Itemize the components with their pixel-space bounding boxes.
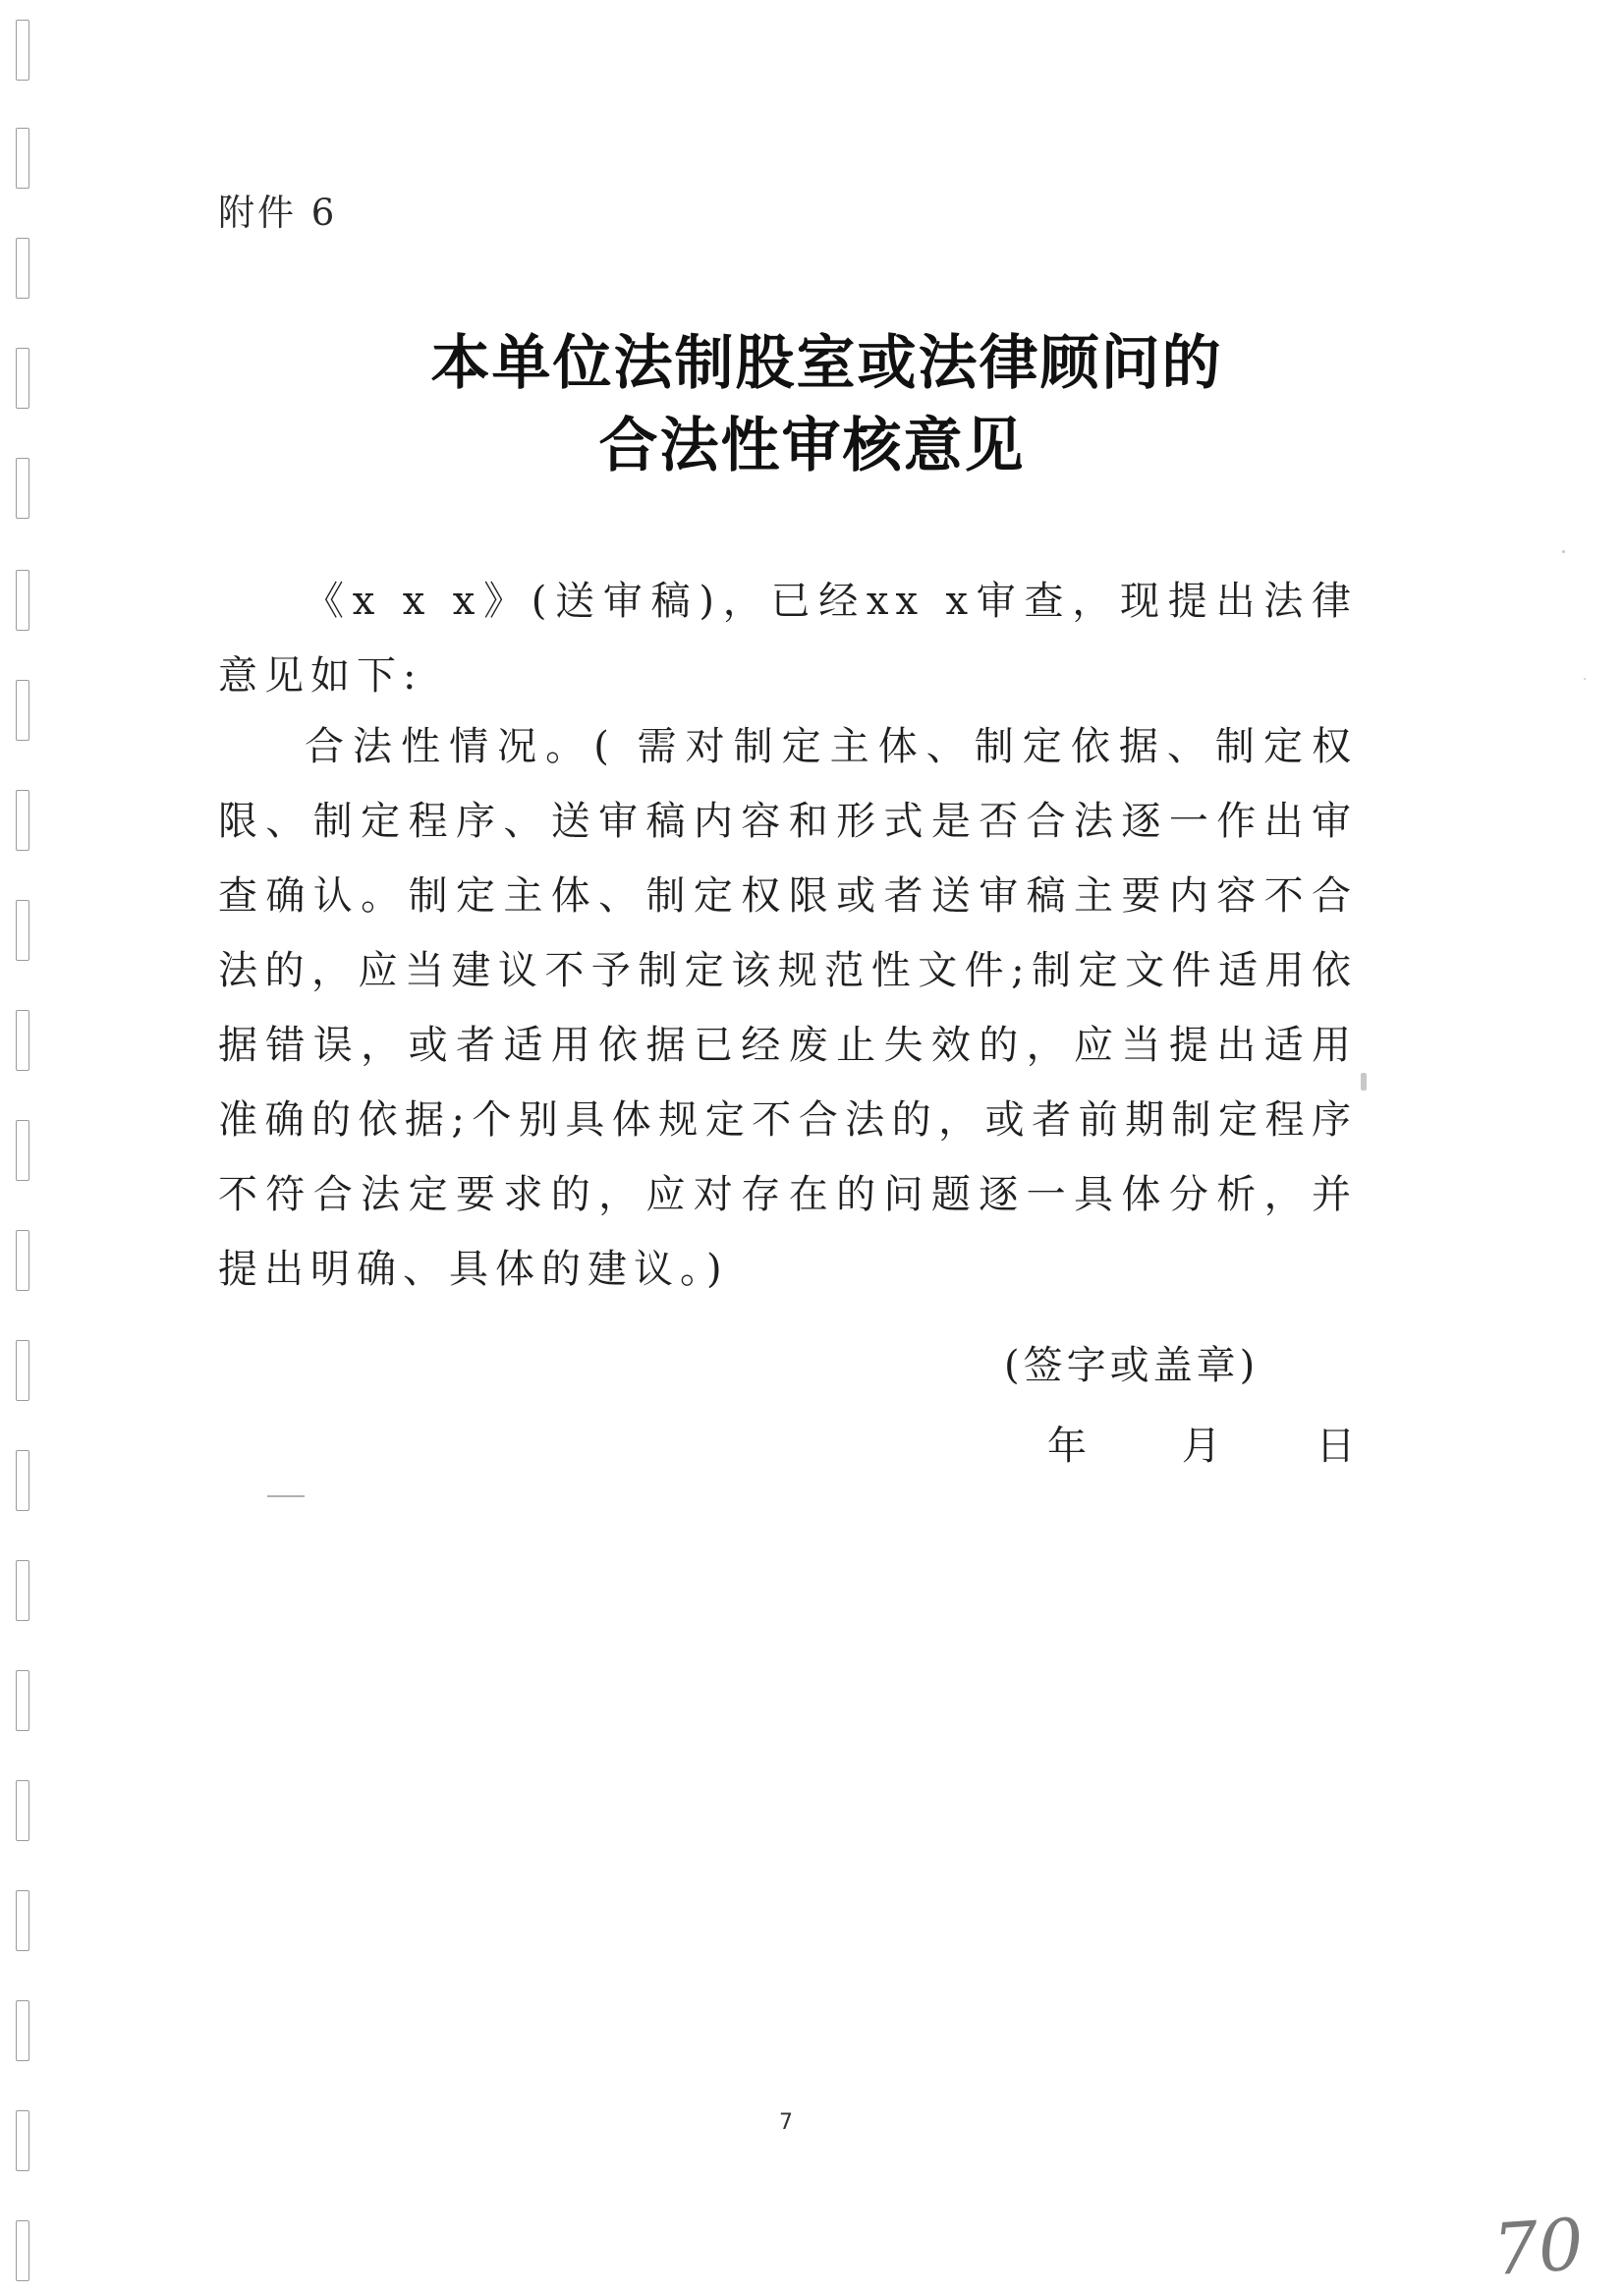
- title-line-1: 本单位法制股室或法律顾问的: [430, 329, 1223, 398]
- binding-hole: [16, 2220, 29, 2281]
- binding-hole: [16, 128, 29, 189]
- date-year: 年: [1047, 1424, 1087, 1469]
- binding-hole: [16, 1560, 29, 1621]
- binding-hole: [16, 570, 29, 631]
- binding-hole: [16, 900, 29, 961]
- signature-note: (签字或盖章): [1004, 1343, 1260, 1388]
- date-month: 月: [1181, 1424, 1221, 1469]
- binding-hole: [16, 1010, 29, 1071]
- attachment-label: 附件 6: [218, 192, 338, 234]
- binding-hole: [16, 1230, 29, 1291]
- date-day: 日: [1316, 1424, 1356, 1469]
- page-number: 7: [779, 2110, 793, 2135]
- stray-mark: [267, 1495, 305, 1497]
- document-title: [0, 322, 1624, 487]
- binding-hole: [16, 1120, 29, 1181]
- binding-hole: [16, 238, 29, 299]
- binding-hole: [16, 1780, 29, 1841]
- scan-speck: [1584, 678, 1586, 680]
- binding-hole: [16, 2000, 29, 2061]
- scan-speck: [1361, 1073, 1367, 1091]
- binding-hole: [16, 1670, 29, 1731]
- binding-hole: [16, 1450, 29, 1511]
- title-line-2: 合法性审核意见: [598, 412, 1026, 480]
- binding-hole: [16, 20, 29, 81]
- binding-hole: [16, 1890, 29, 1951]
- scan-speck: [1562, 550, 1565, 553]
- intro-paragraph: 《x x x》(送审稿)，已经xx x审查，现提出法律意见如下:: [218, 579, 1358, 699]
- handwritten-page-number: 70: [1490, 2202, 1587, 2292]
- date-line: [1047, 1415, 1398, 1471]
- binding-hole: [16, 1340, 29, 1401]
- binding-hole: [16, 680, 29, 741]
- binding-hole: [16, 790, 29, 851]
- legality-paragraph: 合法性情况。( 需对制定主体、制定依据、制定权限、制定程序、送审稿内容和形式是否合法逐一作出审查确认。制定主体、制定权限或者送审稿主要内容不合法的，应当建议不予制定该规范性文件;制定文件适用依据错误，或者适用依据已经废止失效的，应当提出适用准确的依据;个别具体规定不合法的，或者前期制定程序不符合法定要求的，应对存在的问题逐一具体分析，并提出明确、具体的建议。): [218, 724, 1358, 1292]
